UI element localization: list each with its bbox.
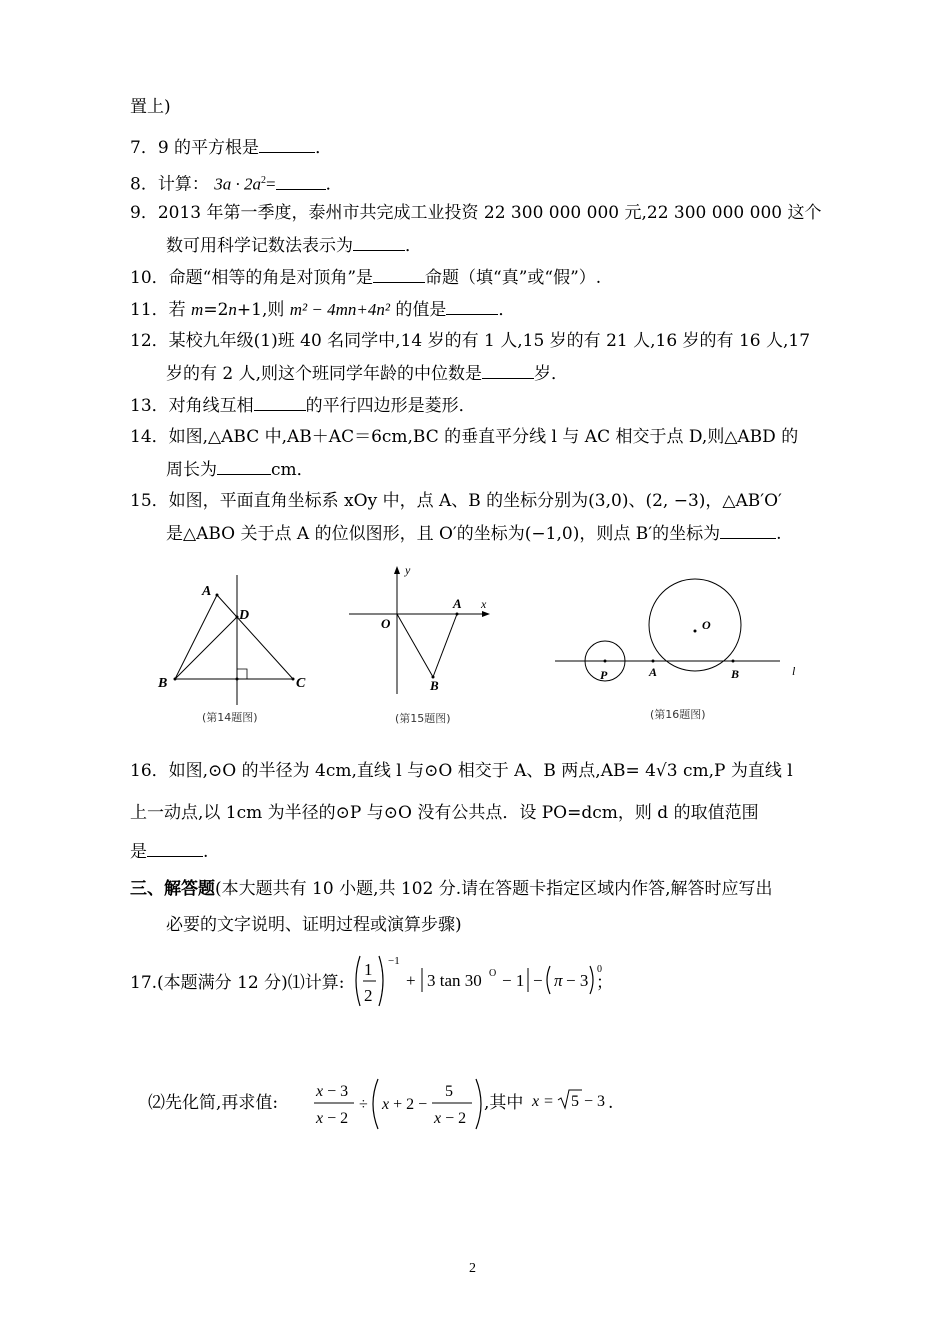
svg-text:−1: −1 [388,955,400,967]
label-d: D [239,608,250,623]
label-b: B [430,678,439,693]
answer-blank[interactable] [147,840,203,857]
question-15-line2: 是△ABO 关于点 A 的位似图形，且 O′的坐标为(−1,0)，则点 B′的坐标为 . [166,524,782,544]
figure-16 [550,575,810,725]
svg-text:x − 2: x − 2 [316,1110,349,1127]
figure-14 [150,565,320,730]
svg-text:− 1: − 1 [502,971,525,990]
question-7: 7．9 的平方根是 ． [130,138,333,158]
question-10: 10．命题“相等的角是对顶角”是 命题（填“真”或“假”）. [130,268,602,288]
question-15-line1: 15．如图，平面直角坐标系 xOy 中，点 A、B 的坐标分别为(3,0)、(2, −3)，△AB′O′ [130,491,782,511]
y-axis-arrow [394,566,400,574]
answer-blank[interactable] [373,266,425,283]
svg-text:− 3: − 3 [566,971,589,990]
section-title: 三、解答题 [130,879,215,899]
section-3-line2: 必要的文字说明、证明过程或演算步骤) [166,915,462,935]
circle-o [649,579,741,671]
question-17b-head: ⑵先化简,再求值: [148,1093,279,1113]
point-c [292,678,295,681]
answer-blank[interactable] [259,136,315,153]
answer-blank[interactable] [482,362,534,379]
point-p [604,660,607,663]
caption-15: (第15题图) [395,712,451,725]
question-17b-mid: ,其中 [484,1093,524,1113]
question-11: 11．若 m=2n+1,则 m² − 4mn+4n² 的值是 ． [130,300,516,320]
question-17-tail: ； [596,973,613,993]
caption-14: (第14题图) [202,711,258,724]
point-b [174,678,177,681]
svg-text:÷: ÷ [359,1096,368,1113]
svg-text:=: = [544,1093,554,1110]
right-angle-mark [237,669,247,679]
label-p: P [600,668,608,682]
question-8: 8．计算： $3a \cdot 2a^2=$ ． [130,174,343,195]
question-17-head: 17.(本题满分 12 分)⑴计算: [130,973,345,993]
svg-text:x − 2: x − 2 [434,1110,467,1127]
svg-text:π: π [554,971,563,990]
label-a: A [202,584,212,599]
svg-text:1: 1 [364,960,373,979]
answer-blank[interactable] [217,458,271,475]
svg-text:2: 2 [364,986,373,1005]
svg-text:+: + [406,971,416,990]
label-b: B [158,676,168,691]
question-12-line1: 12．某校九年级(1)班 40 名同学中,14 岁的有 1 人,15 岁的有 21 人,16 岁的有 16 人,17 [130,331,811,351]
svg-text:O: O [489,968,497,979]
answer-blank[interactable] [254,394,306,411]
svg-text:5: 5 [445,1083,453,1100]
figure-15 [345,562,505,730]
top-fragment: 置上) [130,97,171,117]
segment-ob [397,614,433,677]
svg-text:3 tan 30: 3 tan 30 [427,971,482,990]
question-17-formula [352,950,632,1014]
question-17b-tail: . [608,1093,614,1113]
point-midpoint [236,678,239,681]
svg-text:x + 2 −: x + 2 − [382,1096,428,1113]
svg-text:− 3: − 3 [584,1093,606,1110]
point-a [456,613,459,616]
label-o: O [381,616,391,631]
label-b: B [731,667,740,681]
label-y: y [405,563,411,577]
point-o [694,630,697,633]
answer-blank[interactable] [720,522,776,539]
point-a [652,660,655,663]
answer-blank[interactable] [276,173,326,190]
answer-blank[interactable] [446,298,498,315]
question-13: 13．对角线互相 的平行四边形是菱形． [130,396,476,416]
label-c: C [296,676,306,691]
svg-text:x − 3: x − 3 [316,1083,349,1100]
point-b [732,660,735,663]
label-x: x [481,597,487,611]
point-a [216,594,219,597]
page-number: 2 [469,1261,476,1276]
question-17b-formula [312,1075,492,1133]
svg-text:−: − [533,971,543,990]
label-l: l [792,664,796,678]
question-16-line1: 16．如图,⊙O 的半径为 4cm,直线 l 与⊙O 相交于 A、B 两点,AB= 4√3 cm,P 为直线 l [130,761,793,781]
answer-blank[interactable] [353,234,405,251]
x-axis-arrow [482,611,490,617]
section-3-line1: 三、解答题(本大题共有 10 小题,共 102 分.请在答题卡指定区域内作答,解答时应写出 [130,879,773,899]
svg-text:0: 0 [597,964,602,975]
segment-ab [433,614,457,677]
label-a: A [649,665,658,679]
segment-bd [175,617,237,679]
svg-text:5: 5 [571,1093,579,1110]
question-9-line1: 9．2013 年第一季度，泰州市共完成工业投资 22 300 000 000 元,22 300 000 000 这个 [130,203,822,223]
question-14-line1: 14．如图,△ABC 中,AB＋AC＝6cm,BC 的垂直平分线 l 与 AC 相交于点 D,则△ABD 的 [130,427,799,447]
question-9-line2: 数可用科学记数法表示为 ． [166,236,422,256]
caption-16: (第16题图) [650,708,706,721]
svg-text:x: x [532,1093,540,1110]
question-14-line2: 周长为 cm． [166,460,314,480]
label-a: A [453,596,462,611]
segment-ab [175,595,217,679]
question-16-line3: 是 . [130,842,209,862]
question-12-line2: 岁的有 2 人,则这个班同学年龄的中位数是 岁． [166,364,569,384]
segment-ac [217,595,293,679]
question-16-line2: 上一动点,以 1cm 为半径的⊙P 与⊙O 没有公共点．设 PO=dcm，则 d 的取值范围 [130,803,759,823]
label-o: O [702,618,711,632]
question-17b-x-value [530,1086,610,1116]
